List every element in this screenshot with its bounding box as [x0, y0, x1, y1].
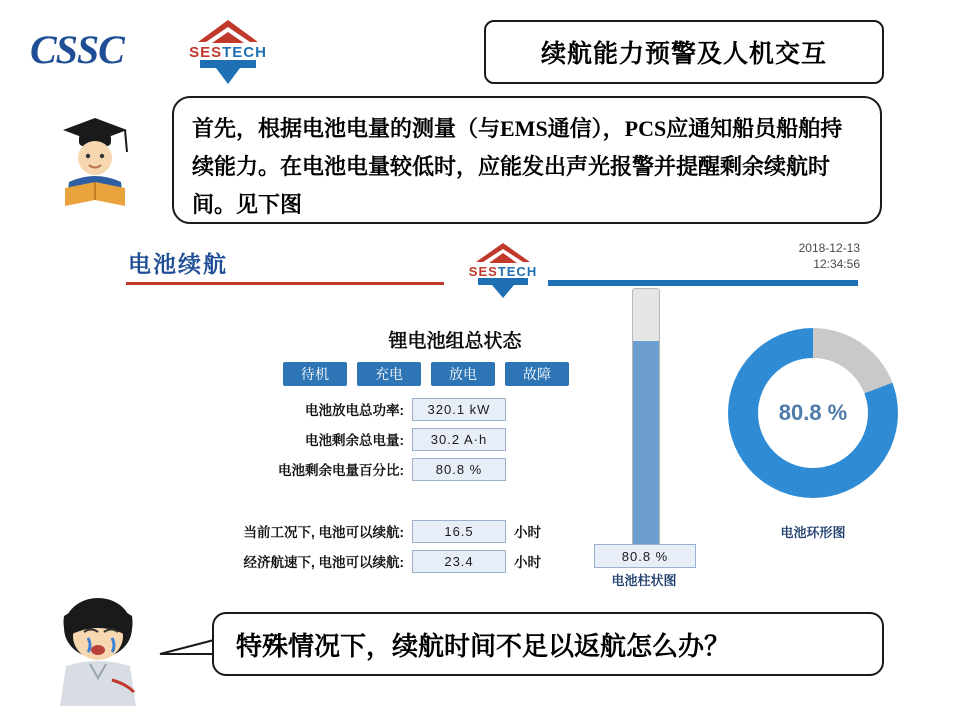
battery-bar-gauge — [632, 288, 660, 560]
endurance-value: 16.5 — [412, 520, 506, 543]
callout-bottom-tail — [158, 636, 216, 658]
state-tab-standby[interactable]: 待机 — [283, 362, 347, 386]
endurance-unit: 小时 — [514, 525, 541, 540]
page-title: 续航能力预警及人机交互 — [540, 40, 827, 68]
hmi-screen — [108, 238, 868, 594]
hmi-title: 电池续航 — [128, 251, 228, 277]
battery-bar-caption: 电池柱状图 — [611, 573, 677, 588]
readout-value: 30.2 A·h — [412, 428, 506, 451]
readout-row-remaining-percent — [236, 458, 506, 480]
readout-row-remaining-capacity — [236, 428, 506, 450]
hmi-time: 12:34:56 — [813, 257, 860, 271]
state-tab-charging[interactable]: 充电 — [357, 362, 421, 386]
readout-row-discharge-power — [236, 398, 506, 420]
battery-donut-hole — [758, 358, 868, 468]
battery-bar-fill — [633, 341, 659, 559]
callout-bottom-bubble — [212, 612, 884, 676]
readout-label: 电池剩余总电量: — [305, 433, 404, 448]
readout-value: 80.8 % — [412, 458, 506, 481]
endurance-label: 经济航速下, 电池可以续航: — [243, 555, 404, 570]
hmi-sestech-logo-text: SESTECH — [468, 264, 538, 279]
endurance-unit: 小时 — [514, 555, 541, 570]
hmi-sestech-logo — [458, 240, 548, 302]
state-tab-discharging[interactable]: 放电 — [431, 362, 495, 386]
cssc-logo: CSSC — [30, 27, 124, 72]
battery-panel-title: 锂电池组总状态 — [388, 331, 522, 352]
sestech-logo — [178, 16, 278, 90]
state-tab-fault[interactable]: 故障 — [505, 362, 569, 386]
slide-title-box — [484, 20, 884, 84]
endurance-row-current-condition — [218, 520, 541, 542]
battery-donut-caption: 电池环形图 — [780, 525, 846, 540]
callout-top-text: 首先，根据电池电量的测量（与EMS通信），PCS应通知船员船舶持续能力。在电池电量较低时，应能发出声光报警并提醒剩余续航时间。见下图 — [192, 116, 843, 217]
battery-donut-gauge — [728, 328, 898, 498]
callout-top-bubble — [172, 96, 882, 224]
hmi-divider-blue — [548, 280, 858, 286]
student-reading-avatar — [35, 96, 155, 214]
battery-state-tabs — [283, 362, 569, 386]
endurance-value: 23.4 — [412, 550, 506, 573]
hmi-date: 2018-12-13 — [798, 241, 860, 255]
hmi-datetime — [799, 240, 860, 272]
readout-label: 电池剩余电量百分比: — [278, 463, 404, 478]
student-reading-icon — [35, 96, 155, 214]
battery-donut-value: 80.8 % — [778, 400, 848, 425]
callout-bottom-text: 特殊情况下，续航时间不足以返航怎么办？ — [236, 631, 731, 661]
endurance-label: 当前工况下, 电池可以续航: — [243, 525, 404, 540]
readout-value: 320.1 kW — [412, 398, 506, 421]
endurance-row-economic-speed — [218, 550, 541, 572]
sestech-logo-text: SESTECH — [189, 44, 267, 61]
hmi-divider-red — [126, 282, 444, 285]
readout-label: 电池放电总功率: — [305, 403, 404, 418]
battery-bar-value: 80.8 % — [594, 544, 696, 568]
